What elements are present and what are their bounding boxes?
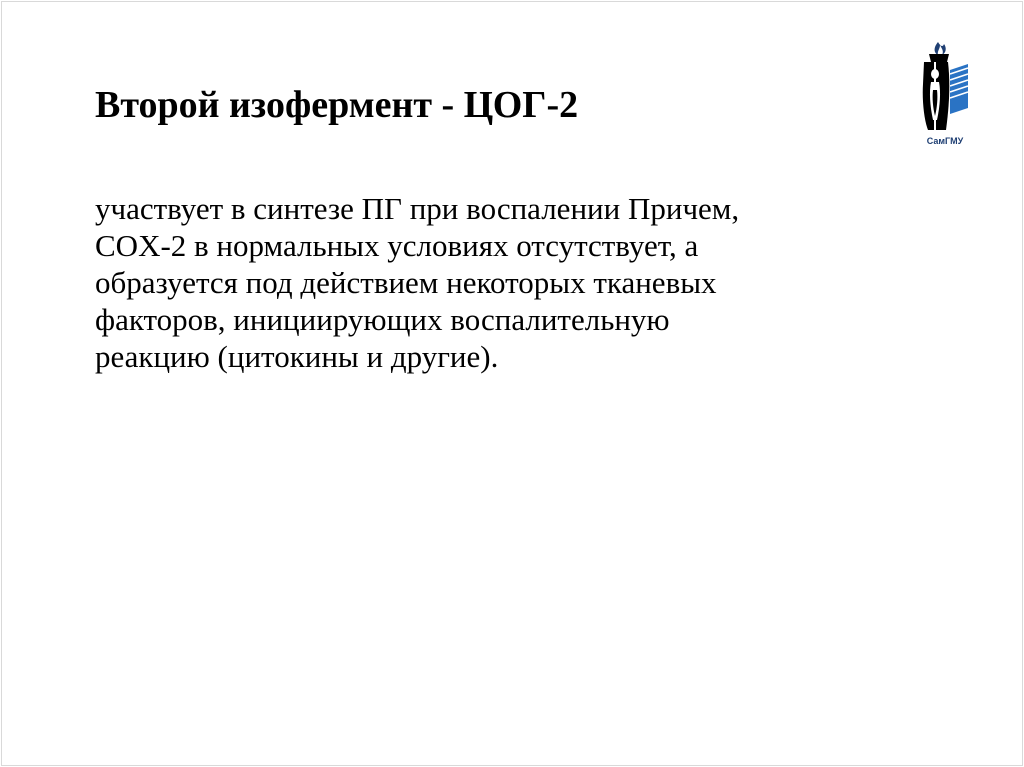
slide-body	[95, 190, 855, 375]
slide-title: Второй изофермент - ЦОГ-2	[95, 84, 579, 126]
body-line: факторов, инициирующих воспалительную	[95, 302, 670, 337]
university-logo-icon	[916, 40, 974, 134]
slide	[1, 1, 1023, 766]
university-logo	[916, 40, 974, 152]
body-line: COX-2 в нормальных условиях отсутствует, а	[95, 228, 699, 263]
body-line: реакцию (цитокины и другие).	[95, 339, 499, 374]
body-line: участвует в синтезе ПГ при воспалении Причем,	[95, 191, 740, 226]
body-line: образуется под действием некоторых тканевых	[95, 265, 717, 300]
logo-caption: СамГМУ	[926, 136, 964, 146]
